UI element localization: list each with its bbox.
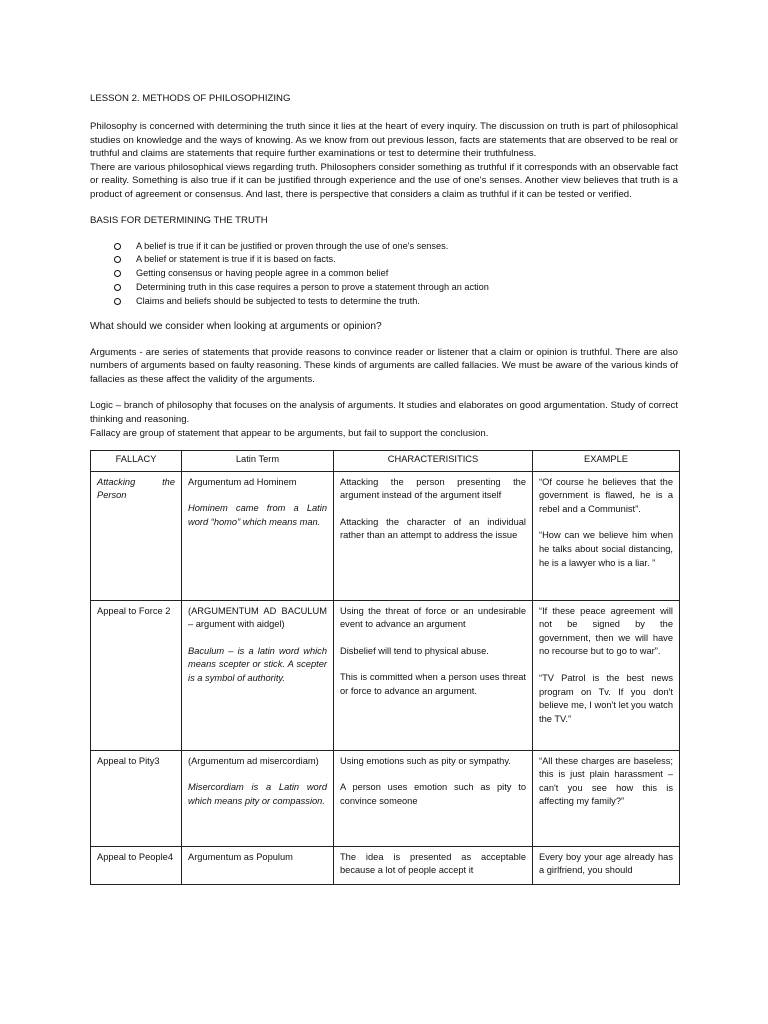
list-item: Claims and beliefs should be subjected to tests to determine the truth. <box>114 295 678 309</box>
fallacy-table <box>90 450 680 885</box>
column-header: Latin Term <box>182 451 334 472</box>
example-cell: “If these peace agreement will not be signed by the government, then we will have no recourse but to go to war”. “TV Patrol is the best news program on Tv. If you don't believe me, I won't let you watch the TV.” <box>533 600 680 750</box>
list-item: A belief or statement is true if it is based on facts. <box>114 253 678 267</box>
fallacy-cell: Appeal to Pity3 <box>91 750 182 846</box>
latin-cell: Argumentum as Populum <box>182 846 334 884</box>
characteristics-cell: The idea is presented as acceptable because a lot of people accept it <box>334 846 533 884</box>
intro-paragraph: Philosophy is concerned with determining the truth since it lies at the heart of every inquiry. The discussion on truth is part of philosophical studies on knowledge and the ways of knowing. As we know from out previous lesson, facts are statements that are observed to be real or truthful and claims are statements that require further examinations or test to determine their truthfulness. <box>90 121 678 160</box>
list-item: Getting consensus or having people agree in a common belief <box>114 267 678 281</box>
table-header-row <box>91 451 680 472</box>
latin-cell: Argumentum ad Hominem Hominem came from a Latin word “homo” which means man. <box>182 471 334 600</box>
characteristics-cell: Attacking the person presenting the argument instead of the argument itself Attacking the character of an individual rather than an attempt to address the issue <box>334 471 533 600</box>
lesson-title: LESSON 2. METHODS OF PHILOSOPHIZING <box>90 93 291 104</box>
latin-cell: (Argumentum ad misercordiam) Misercordiam is a Latin word which means pity or compassion. <box>182 750 334 846</box>
column-header: EXAMPLE <box>533 451 680 472</box>
table-row <box>91 750 680 846</box>
arguments-paragraph: Arguments - are series of statements that provide reasons to convince reader or listener that a claim or opinion is truthful. There are also numbers of arguments based on faulty reasoning. These kinds of arguments are called fallacies. We must be aware of the various kinds of fallacies as these affect the validity of the arguments. <box>90 346 678 385</box>
fallacy-cell: Appeal to People4 <box>91 846 182 884</box>
fallacy-cell: Appeal to Force 2 <box>91 600 182 750</box>
example-cell: “All these charges are baseless; this is just plain harassment – can't you see how this is affecting my family?” <box>533 750 680 846</box>
example-cell: Every boy your age already has a girlfriend, you should <box>533 846 680 884</box>
section-heading: BASIS FOR DETERMINING THE TRUTH <box>90 214 268 226</box>
characteristics-cell: Using the threat of force or an undesirable event to advance an argument Disbelief will tend to physical abuse. This is committed when a person uses threat or force to advance an argument. <box>334 600 533 750</box>
table-row <box>91 471 680 600</box>
latin-cell: (ARGUMENTUM AD BACULUM – argument with aidgel) Baculum – is a latin word which means scepter or stick. A scepter is a symbol of authority. <box>182 600 334 750</box>
column-header: FALLACY <box>91 451 182 472</box>
table-row <box>91 846 680 884</box>
table-row <box>91 600 680 750</box>
list-item: Determining truth in this case requires a person to prove a statement through an action <box>114 281 678 295</box>
fallacy-definition: Fallacy are group of statement that appear to be arguments, but fail to support the conclusion. <box>90 427 489 439</box>
basis-list <box>90 240 678 309</box>
column-header: CHARACTERISITICS <box>334 451 533 472</box>
logic-paragraph: Logic – branch of philosophy that focuses on the analysis of arguments. It studies and elaborates on good argumentation. Study of correct thinking and reasoning. <box>90 400 678 425</box>
fallacy-cell: Attacking the Person <box>91 471 182 600</box>
question-text: What should we consider when looking at arguments or opinion? <box>90 320 382 332</box>
characteristics-cell: Using emotions such as pity or sympathy. A person uses emotion such as pity to convince someone <box>334 750 533 846</box>
intro-paragraph: There are various philosophical views regarding truth. Philosophers consider something as truthful if it corresponds with an observable fact or reality. Something is also true if it can be justified through experience and the use of one's senses. Another view believes that truth is a product of agreement or consensus. And last, there is perspective that considers a claim as truthful if it can be tested or verified. <box>90 161 678 200</box>
list-item: A belief is true if it can be justified or proven through the use of one's senses. <box>114 240 678 254</box>
example-cell: “Of course he believes that the government is flawed, he is a rebel and a Communist”. “How can we believe him when he talks about social distancing, he is a lawyer who is a liar. ” <box>533 471 680 600</box>
